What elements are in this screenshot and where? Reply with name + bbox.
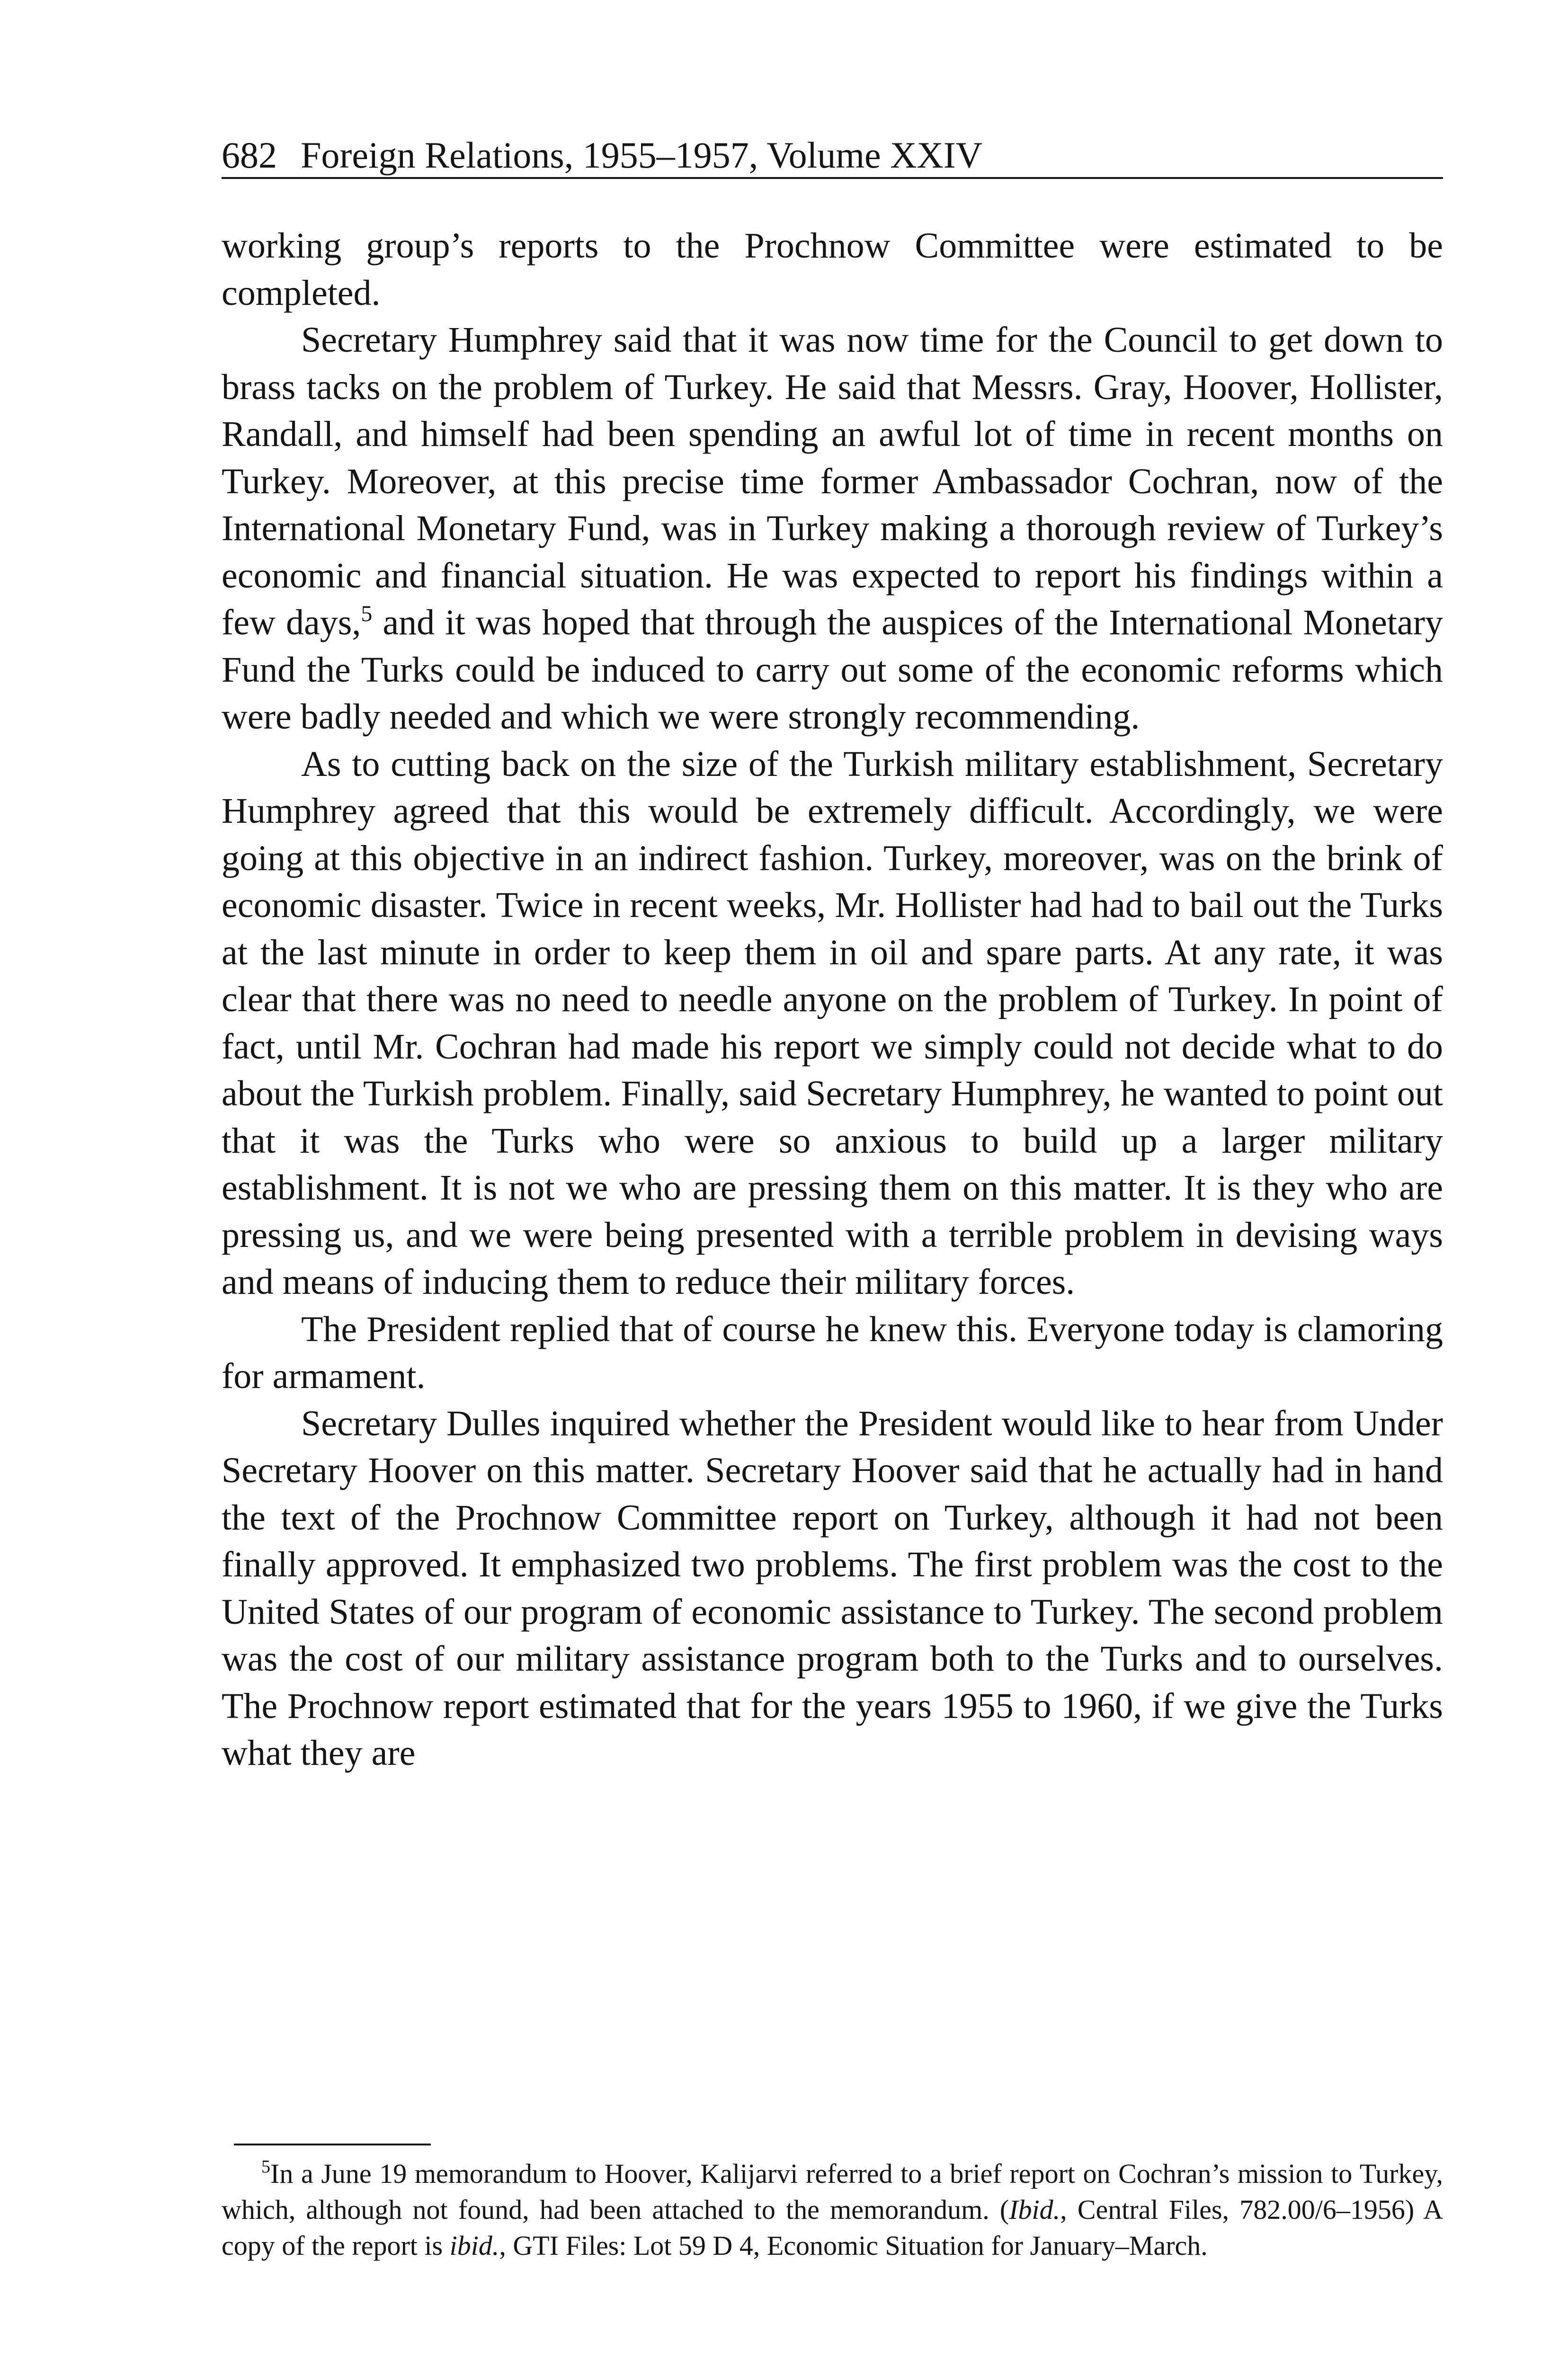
header-rule (222, 177, 1443, 179)
paragraph-text: and it was hoped that through the auspices of the International Monetary Fund the Turks could be induced to carry out some of the economic reforms which were badly needed and which we were strongly recommending. (222, 603, 1443, 737)
footnote (222, 2156, 1443, 2264)
footnote-rule (234, 2144, 431, 2145)
paragraph-military-establishment: As to cutting back on the size of the Turkish military establishment, Secretary Humphrey agreed that this would be extremely difficult. Accordingly, we were going at this objective in an indirect fashion. Turkey, moreover, was on the brink of economic disaster. Twice in recent weeks, Mr. Hollister had had to bail out the Turks at the last minute in order to keep them in oil and spare parts. At any rate, it was clear that there was no need to needle anyone on the problem of Turkey. In point of fact, until Mr. Cochran had made his report we simply could not decide what to do about the Turkish problem. Finally, said Secretary Humphrey, he wanted to point out that it was the Turks who were so anxious to build up a larger military establishment. It is not we who are pressing them on this matter. It is they who are pressing us, and we were being presented with a terrible problem in devising ways and means of inducing them to reduce their military forces. (222, 744, 1443, 1302)
footnote-ibid: ibid. (449, 2230, 499, 2261)
paragraph-dulles-hoover: Secretary Dulles inquired whether the President would like to hear from Under Secretary Hoover on this matter. Secretary Hoover said that he actually had in hand the text of the Prochnow Committee report on Turkey, although it had not been finally approved. It emphasized two problems. The first problem was the cost to the United States of our program of economic assistance to Turkey. The second problem was the cost of our military assistance program both to the Turks and to ourselves. The Prochnow report estimated that for the years 1955 to 1960, if we give the Turks what they are (222, 1403, 1443, 1773)
paragraph-humphrey-turkey (222, 317, 1443, 741)
footnote-text: , Central Files, 782.00/6–1956) A copy of the report is (222, 2194, 1443, 2261)
footnote-text: , GTI Files: Lot 59 D 4, Economic Situation for January–March. (499, 2230, 1208, 2261)
footnote-reference: 5 (361, 601, 373, 626)
paragraph-continued: working group’s reports to the Prochnow Committee were estimated to be completed. (222, 226, 1443, 313)
paragraph-text: Secretary Humphrey said that it was now time for the Council to get down to brass tacks on the problem of Turkey. He said that Messrs. Gray, Hoover, Hollister, Randall, and himself had been spending an awful lot of time in recent months on Turkey. Moreover, at this precise time former Ambassador Cochran, now of the International Monetary Fund, was in Turkey making a thorough review of Turkey’s economic and financial situation. He was expected to report his findings within a few days, (222, 320, 1443, 642)
footnote-ibid: Ibid. (1009, 2194, 1060, 2225)
paragraph-president-reply: The President replied that of course he knew this. Everyone today is clamoring for armament. (222, 1309, 1443, 1396)
body-text (222, 222, 1443, 1777)
footnote-text: In a June 19 memorandum to Hoover, Kalijarvi referred to a brief report on Cochran’s mission to Turkey, which, although not found, had been attached to the memorandum. ( (222, 2158, 1443, 2225)
footnote-number: 5 (261, 2157, 270, 2177)
page-number: 682 (222, 134, 277, 176)
running-header (222, 132, 1443, 179)
running-title: Foreign Relations, 1955–1957, Volume XXIV (301, 134, 983, 176)
